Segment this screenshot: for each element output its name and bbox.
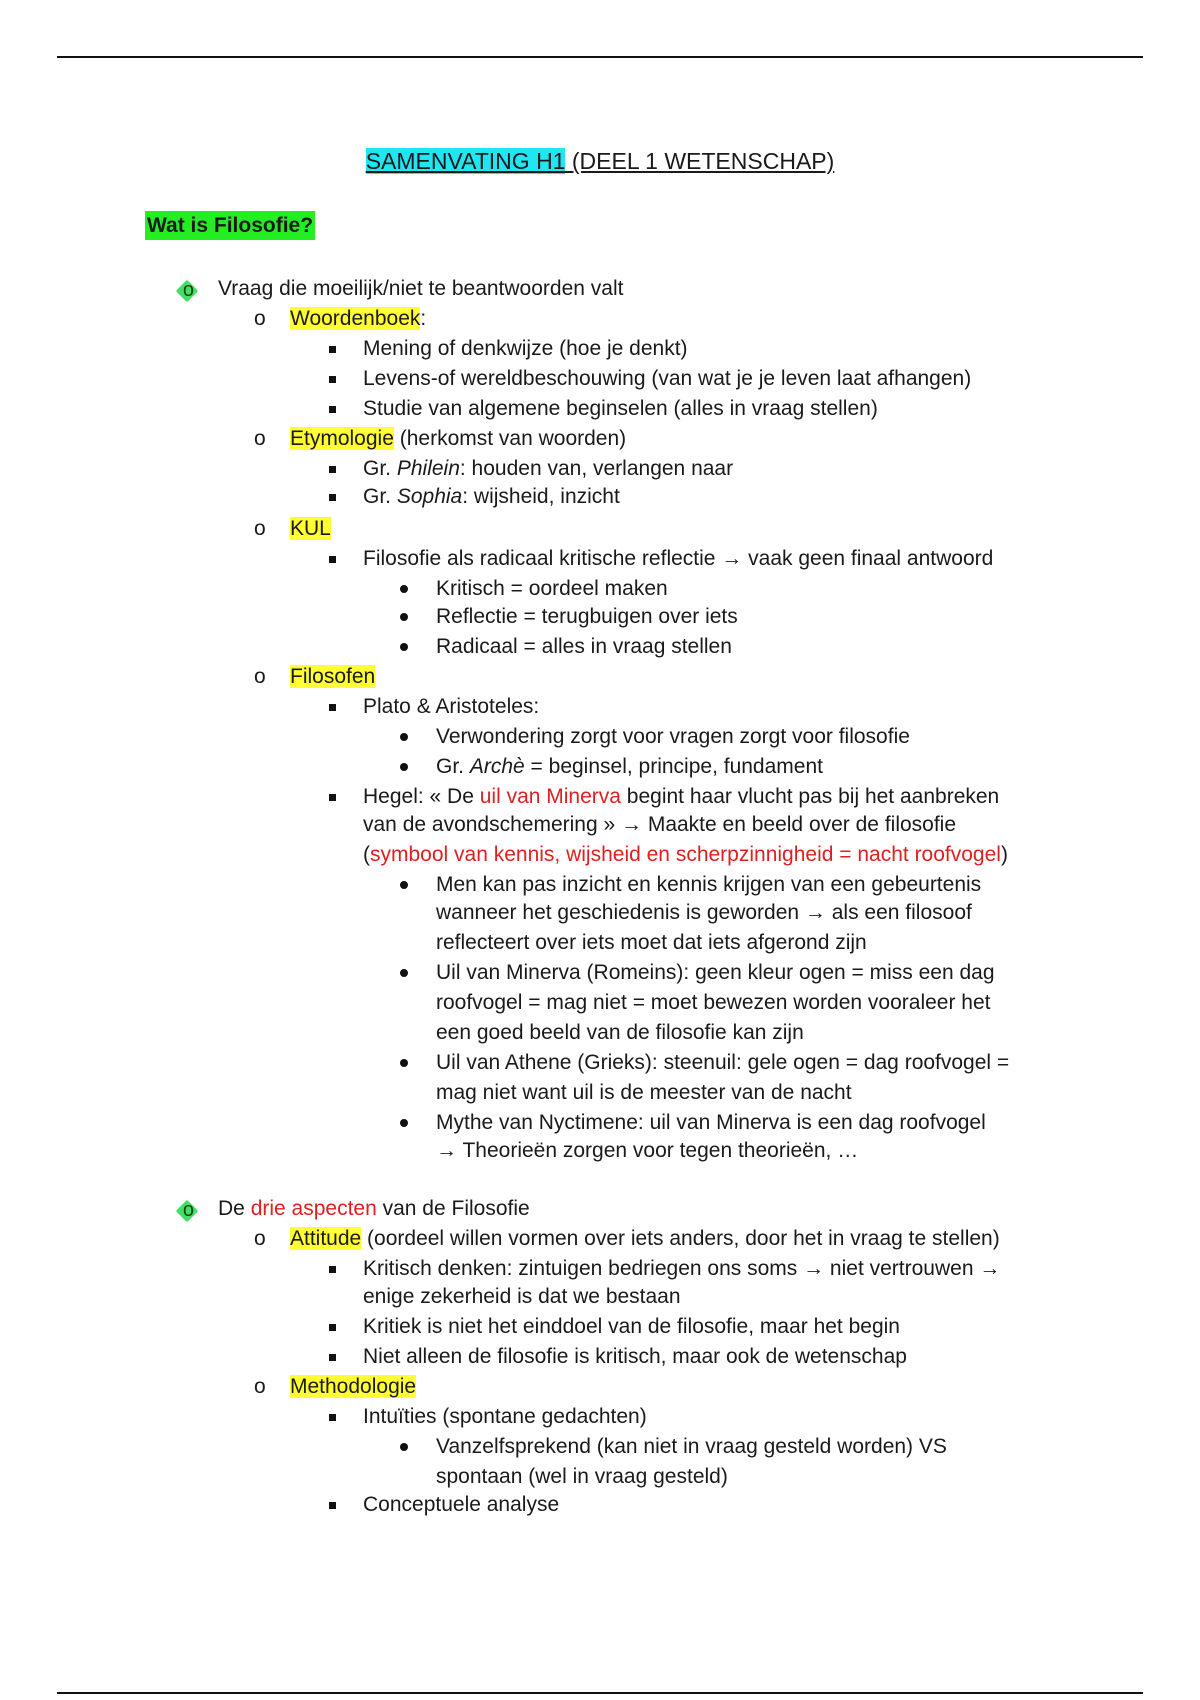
diamond-bullet-icon bbox=[176, 280, 199, 303]
round-bullet-icon bbox=[400, 969, 408, 977]
round-bullet-icon bbox=[400, 585, 408, 593]
list-item-continuation: → Theorieën zorgen voor tegen theorieën, … bbox=[436, 1139, 859, 1162]
square-bullet-icon bbox=[329, 1354, 336, 1361]
woordenboek-item: Woordenboek: bbox=[290, 307, 427, 330]
list-item-continuation: een goed beeld van de filosofie kan zijn bbox=[436, 1021, 804, 1044]
heading-text: Wat is Filosofie? bbox=[145, 211, 315, 240]
list-item-continuation: reflecteert over iets moet dat iets afgerond zijn bbox=[436, 931, 867, 954]
list-item: Levens-of wereldbeschouwing (van wat je je leven laat afhangen) bbox=[363, 367, 972, 390]
square-bullet-icon bbox=[329, 794, 336, 801]
circle-bullet-icon: o bbox=[254, 665, 266, 688]
list-item: Verwondering zorgt voor vragen zorgt voor filosofie bbox=[436, 725, 910, 748]
list-item-continuation: van de avondschemering » → Maakte en beeld over de filosofie bbox=[363, 813, 957, 836]
list-item: Intuïties (spontane gedachten) bbox=[363, 1405, 647, 1428]
list-item: Studie van algemene beginselen (alles in vraag stellen) bbox=[363, 397, 878, 420]
list-item: Niet alleen de filosofie is kritisch, maar ook de wetenschap bbox=[363, 1345, 907, 1368]
list-item: Radicaal = alles in vraag stellen bbox=[436, 635, 732, 658]
circle-bullet-icon: o bbox=[254, 1227, 266, 1250]
list-item: Gr. Philein: houden van, verlangen naar bbox=[363, 457, 734, 480]
round-bullet-icon bbox=[400, 881, 408, 889]
title-rest: (DEEL 1 WETENSCHAP) bbox=[565, 148, 835, 174]
round-bullet-icon bbox=[400, 613, 408, 621]
square-bullet-icon bbox=[329, 1266, 336, 1273]
circle-bullet-icon: o bbox=[254, 517, 266, 540]
list-item-continuation: spontaan (wel in vraag gesteld) bbox=[436, 1465, 728, 1488]
attitude-item: Attitude (oordeel willen vormen over iets anders, door het in vraag te stellen) bbox=[290, 1227, 1000, 1250]
bottom-rule bbox=[57, 1692, 1143, 1694]
circle-bullet-icon: o bbox=[254, 427, 266, 450]
circle-bullet-icon: o bbox=[254, 1375, 266, 1398]
list-item: Filosofie als radicaal kritische reflectie → vaak geen finaal antwoord bbox=[363, 547, 994, 570]
list-item-continuation: roofvogel = mag niet = moet bewezen worden vooraleer het bbox=[436, 991, 991, 1014]
round-bullet-icon bbox=[400, 1443, 408, 1451]
list-item: Kritisch denken: zintuigen bedriegen ons soms → niet vertrouwen → bbox=[363, 1257, 1001, 1280]
round-bullet-icon bbox=[400, 763, 408, 771]
kul-item: KUL bbox=[290, 517, 331, 540]
list-item-continuation: (symbool van kennis, wijsheid en scherpzinnigheid = nacht roofvogel) bbox=[363, 843, 1008, 866]
list-item: Mening of denkwijze (hoe je denkt) bbox=[363, 337, 688, 360]
square-bullet-icon bbox=[329, 1414, 336, 1421]
list-item: Uil van Athene (Grieks): steenuil: gele ogen = dag roofvogel = bbox=[436, 1051, 1010, 1074]
round-bullet-icon bbox=[400, 643, 408, 651]
square-bullet-icon bbox=[329, 1502, 336, 1509]
circle-bullet-icon: o bbox=[254, 307, 266, 330]
intro-line-2: De drie aspecten van de Filosofie bbox=[218, 1197, 530, 1220]
list-item: Kritisch = oordeel maken bbox=[436, 577, 668, 600]
filosofen-item: Filosofen bbox=[290, 665, 376, 688]
square-bullet-icon bbox=[329, 556, 336, 563]
intro-line-1: Vraag die moeilijk/niet te beantwoorden valt bbox=[218, 277, 624, 300]
square-bullet-icon bbox=[329, 1324, 336, 1331]
list-item: Kritiek is niet het einddoel van de filosofie, maar het begin bbox=[363, 1315, 900, 1338]
square-bullet-icon bbox=[329, 406, 336, 413]
square-bullet-icon bbox=[329, 466, 336, 473]
section-heading bbox=[145, 214, 315, 238]
list-item-continuation: mag niet want uil is de meester van de nacht bbox=[436, 1081, 852, 1104]
diamond-bullet-icon bbox=[176, 1200, 199, 1223]
methodologie-item: Methodologie bbox=[290, 1375, 417, 1398]
list-item: Gr. Sophia: wijsheid, inzicht bbox=[363, 485, 620, 508]
list-item-continuation: enige zekerheid is dat we bestaan bbox=[363, 1285, 681, 1308]
list-item: Reflectie = terugbuigen over iets bbox=[436, 605, 738, 628]
round-bullet-icon bbox=[400, 1059, 408, 1067]
top-rule bbox=[57, 56, 1143, 58]
title-highlight: SAMENVATING H1 bbox=[365, 148, 566, 174]
round-bullet-icon bbox=[400, 733, 408, 741]
list-item: Vanzelfsprekend (kan niet in vraag gesteld worden) VS bbox=[436, 1435, 947, 1458]
round-bullet-icon bbox=[400, 1119, 408, 1127]
list-item: Uil van Minerva (Romeins): geen kleur ogen = miss een dag bbox=[436, 961, 995, 984]
list-item: Mythe van Nyctimene: uil van Minerva is een dag roofvogel bbox=[436, 1111, 986, 1134]
square-bullet-icon bbox=[329, 704, 336, 711]
square-bullet-icon bbox=[329, 494, 336, 501]
square-bullet-icon bbox=[329, 346, 336, 353]
list-item: Conceptuele analyse bbox=[363, 1493, 560, 1516]
page-title bbox=[0, 148, 1200, 175]
list-item: Hegel: « De uil van Minerva begint haar vlucht pas bij het aanbreken bbox=[363, 785, 1000, 808]
list-item: Men kan pas inzicht en kennis krijgen van een gebeurtenis bbox=[436, 873, 982, 896]
list-item: Plato & Aristoteles: bbox=[363, 695, 540, 718]
list-item-continuation: wanneer het geschiedenis is geworden → als een filosoof bbox=[436, 901, 972, 924]
etymologie-item: Etymologie (herkomst van woorden) bbox=[290, 427, 627, 450]
square-bullet-icon bbox=[329, 376, 336, 383]
list-item: Gr. Archè = beginsel, principe, fundament bbox=[436, 755, 823, 778]
